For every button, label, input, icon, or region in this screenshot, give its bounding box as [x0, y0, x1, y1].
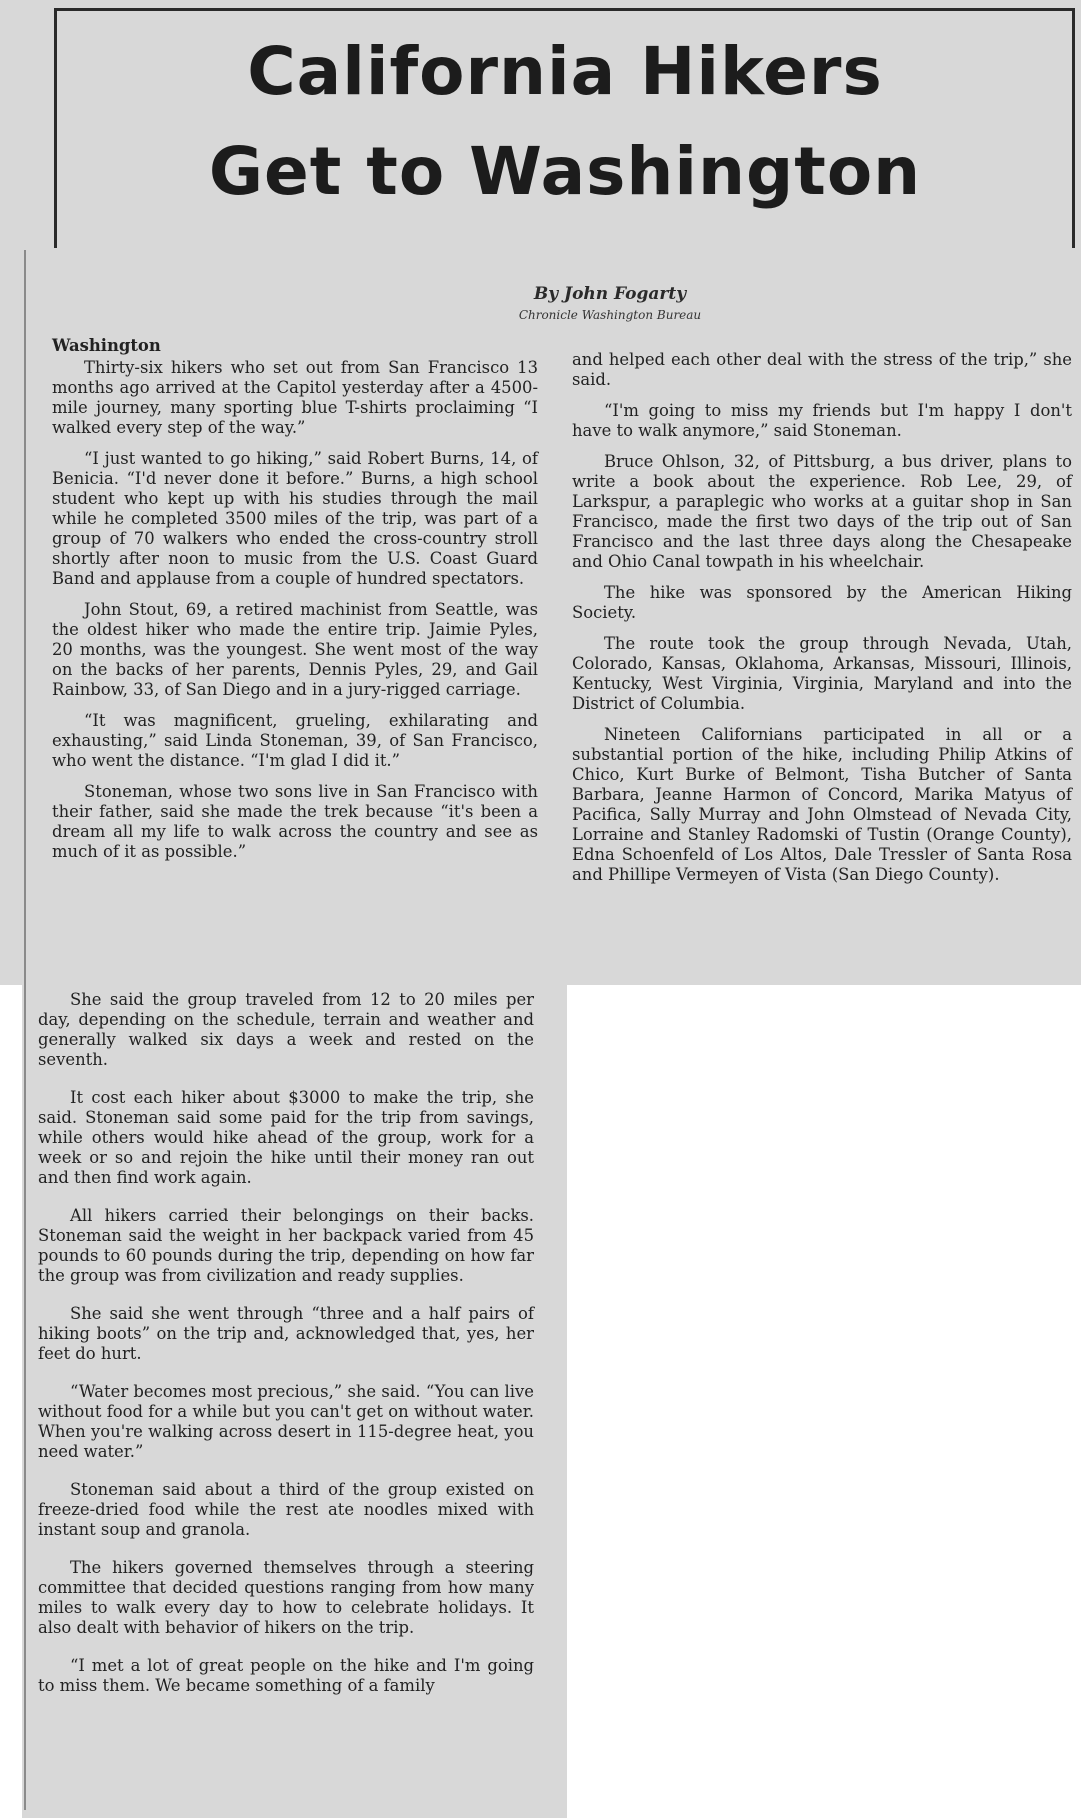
bureau-credit: Chronicle Washington Bureau: [518, 308, 702, 322]
article-column-2: [572, 350, 1072, 896]
paragraph: It cost each hiker about $3000 to make the trip, she said. Stoneman said some paid for the trip from savings, while others would hike ahead of the group, work for a week or so and rejoin the hike until their money ran out and then find work again.: [38, 1088, 534, 1187]
article-column-1: [52, 336, 538, 873]
paragraph-continued: and helped each other deal with the stress of the trip,” she said.: [572, 350, 1072, 389]
paragraph: “Water becomes most precious,” she said. “You can live without food for a while but you can't get on without water. When you're walking across desert in 115-degree heat, you need water.”: [38, 1382, 534, 1461]
headline-line-1: California Hikers: [247, 33, 883, 110]
headline-line-2: Get to Washington: [208, 133, 922, 210]
byline: By John Fogarty: [533, 284, 687, 304]
paragraph: The hike was sponsored by the American Hiking Society.: [572, 583, 1072, 622]
paragraph: She said she went through “three and a half pairs of hiking boots” on the trip and, acknowledged that, yes, her feet do hurt.: [38, 1304, 534, 1363]
paragraph: The hikers governed themselves through a steering committee that decided questions ranging from how many miles to walk every day to how to celebrate holidays. It also dealt with behavior of hikers on the trip.: [38, 1558, 534, 1637]
paragraph: Stoneman, whose two sons live in San Francisco with their father, said she made the trek because “it's been a dream all my life to walk across the country and see as much of it as possible.”: [52, 782, 538, 861]
paragraph: John Stout, 69, a retired machinist from Seattle, was the oldest hiker who made the entire trip. Jaimie Pyles, 20 months, was the youngest. She went most of the way on the backs of her parents, Dennis Pyles, 29, and Gail Rainbow, 33, of San Diego and in a jury-rigged carriage.: [52, 600, 538, 699]
paragraph: “I met a lot of great people on the hike and I'm going to miss them. We became something of a family: [38, 1656, 534, 1695]
headline-box-left-rule: [54, 8, 57, 248]
paragraph: Thirty-six hikers who set out from San Francisco 13 months ago arrived at the Capitol yesterday after a 4500-mile journey, many sporting blue T-shirts proclaiming “I walked every step of the way.”: [52, 358, 538, 437]
blank-area: [567, 985, 1081, 1818]
paragraph: The route took the group through Nevada, Utah, Colorado, Kansas, Oklahoma, Arkansas, Missouri, Illinois, Kentucky, West Virginia, Virginia, Maryland and into the District of Columbia.: [572, 634, 1072, 713]
paragraph: She said the group traveled from 12 to 20 miles per day, depending on the schedule, terrain and weather and generally walked six days a week and rested on the seventh.: [38, 990, 534, 1069]
column-rule: [24, 250, 26, 1810]
paragraph: “It was magnificent, grueling, exhilarating and exhausting,” said Linda Stoneman, 39, of San Francisco, who went the distance. “I'm glad I did it.”: [52, 711, 538, 770]
paragraph: “I just wanted to go hiking,” said Robert Burns, 14, of Benicia. “I'd never done it before.” Burns, a high school student who kept up with his studies through the mail while he completed 3500 miles of the trip, was part of a group of 70 walkers who ended the cross-country stroll shortly after noon to music from the U.S. Coast Guard Band and applause from a couple of hundred spectators.: [52, 449, 538, 588]
paragraph: “I'm going to miss my friends but I'm happy I don't have to walk anymore,” said Stoneman.: [572, 401, 1072, 440]
paragraph: Bruce Ohlson, 32, of Pittsburg, a bus driver, plans to write a book about the experience. Rob Lee, 29, of Larkspur, a paraplegic who works at a guitar shop in San Francisco, made the first two days of the trip out of San Francisco and the last three days along the Chesapeake and Ohio Canal towpath in his wheelchair.: [572, 452, 1072, 571]
paragraph: All hikers carried their belongings on their backs. Stoneman said the weight in her backpack varied from 45 pounds to 60 pounds during the trip, depending on how far the group was from civilization and ready supplies.: [38, 1206, 534, 1285]
headline-box-right-rule: [1072, 8, 1075, 248]
paragraph: Nineteen Californians participated in all or a substantial portion of the hike, including Philip Atkins of Chico, Kurt Burke of Belmont, Tisha Butcher of Santa Barbara, Jeanne Harmon of Concord, Marika Matyus of Pacifica, Sally Murray and John Olmstead of Nevada City, Lorraine and Stanley Radomski of Tustin (Orange County), Edna Schoenfeld of Los Altos, Dale Tressler of Santa Rosa and Phillipe Vermeyen of Vista (San Diego County).: [572, 725, 1072, 884]
article-column-3: [38, 990, 534, 1714]
paragraph: Stoneman said about a third of the group existed on freeze-dried food while the rest ate noodles mixed with instant soup and granola.: [38, 1480, 534, 1539]
dateline: Washington: [52, 336, 161, 355]
headline-box-top-rule: [54, 8, 1074, 11]
